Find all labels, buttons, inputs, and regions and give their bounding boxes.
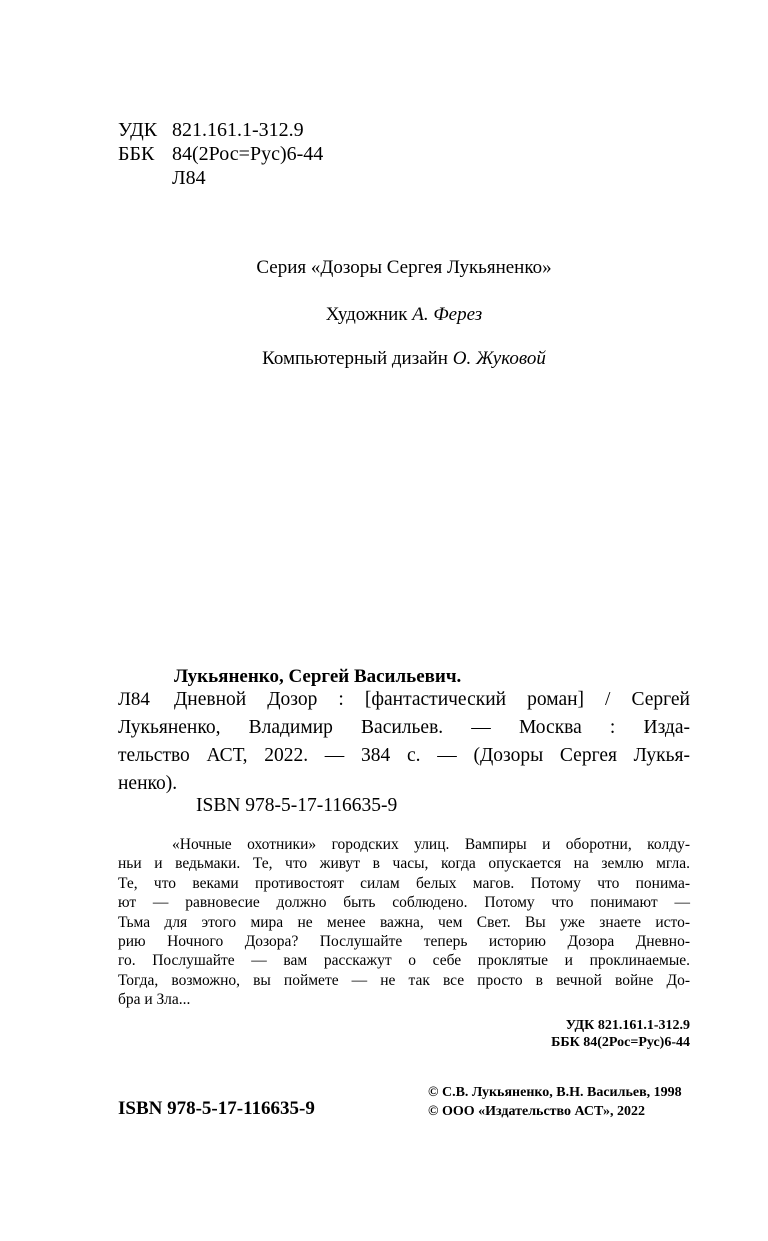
udk-label: УДК: [118, 119, 158, 141]
bottom-bbk: ББК 84(2Рос=Рус)6-44: [551, 1035, 690, 1050]
artist-label: Художник: [325, 304, 408, 325]
annotation-line: Те, что веками противостоят силам белых магов. Потому что понима-: [118, 874, 690, 892]
copyright-publisher: © ООО «Издательство АСТ», 2022: [428, 1104, 646, 1119]
artist-name: А. Ферез: [412, 304, 483, 325]
record-line: Дневной Дозор : [фантастический роман] / Сергей: [174, 689, 690, 710]
record-line: Лукьяненко, Владимир Васильев. — Москва : Изда-: [118, 717, 690, 738]
bottom-isbn: ISBN 978-5-17-116635-9: [118, 1098, 315, 1119]
udk-value: 821.161.1-312.9: [172, 119, 304, 141]
annotation-line: ньи и ведьмаки. Те, что живут в часы, когда опускается на землю мгла.: [118, 855, 690, 873]
annotation-line: ют — равновесие должно быть соблюдено. Потому что понимают —: [118, 894, 690, 912]
series-title: Серия «Дозоры Сергея Лукьяненко»: [256, 257, 552, 278]
design-credit: [0, 347, 768, 371]
design-name: О. Жуковой: [452, 348, 546, 369]
annotation-line: «Ночные охотники» городских улиц. Вампиры и оборотни, колду-: [172, 836, 690, 853]
bbk-line: [118, 142, 323, 166]
annotation-line: Тьма для этого мира не менее важна, чем Свет. Вы уже знаете исто-: [118, 913, 690, 931]
record-line: ненко).: [118, 773, 178, 794]
annotation-line: Тогда, возможно, вы поймете — не так все просто в вечной войне До-: [118, 971, 690, 989]
record-isbn: ISBN 978-5-17-116635-9: [196, 795, 398, 816]
annotation-line: рию Ночного Дозора? Послушайте теперь историю Дозора Дневно-: [118, 933, 690, 951]
annotation: [118, 835, 690, 1010]
udk-line: [118, 118, 304, 142]
bbk-label: ББК: [118, 143, 155, 165]
author-mark: Л84: [172, 167, 206, 189]
record-author: Лукьяненко, Сергей Васильевич.: [174, 666, 462, 687]
annotation-line: бра и Зла...: [118, 991, 191, 1009]
record-code: Л84: [118, 689, 150, 710]
artist-credit: [0, 303, 768, 327]
annotation-line: го. Послушайте — вам расскажут о себе проклятые и проклинаемые.: [118, 952, 690, 970]
design-label: Компьютерный дизайн: [262, 348, 448, 369]
record-line: тельство АСТ, 2022. — 384 с. — (Дозоры Сергея Лукья-: [118, 745, 690, 766]
bbk-value: 84(2Рос=Рус)6-44: [172, 143, 324, 165]
bottom-udk: УДК 821.161.1-312.9: [565, 1018, 690, 1033]
copyright-authors: © С.В. Лукьяненко, В.Н. Васильев, 1998: [428, 1085, 682, 1100]
